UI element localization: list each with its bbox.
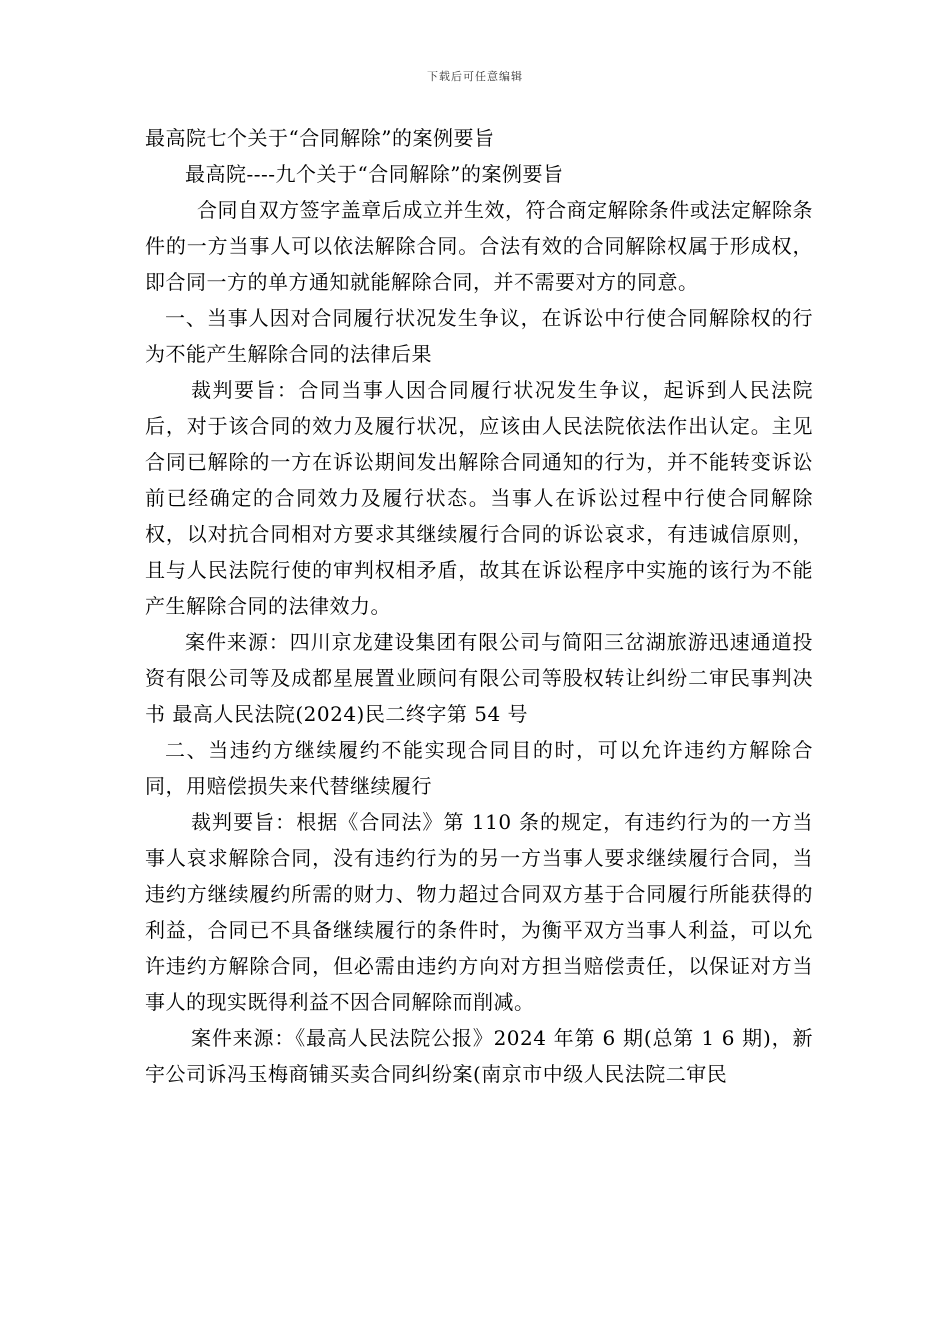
section-2-ruling: 裁判要旨：根据《合同法》第 110 条的规定，有违约行为的一方当事人哀求解除合同，没有违约行为的另一方当事人要求继续履行合同，当违约方继续履约所需的财力、物力超过合同双方基于合同履行所能获得的利益，合同已不具备继续履行的条件时，为衡平双方当事人利益，可以允许违约方解除合同，但必需由违约方向对方担当赔偿责任，以保证对方当事人的现实既得利益不因合同解除而削减。 <box>145 810 813 1014</box>
section-2-source: 案件来源：《最高人民法院公报》2024 年第 6 期(总第 1 6 期)，新宇公司诉冯玉梅商铺买卖合同纠纷案(南京市中级人民法院二审民 <box>145 1026 813 1086</box>
section-1-heading: 一、当事人因对合同履行状况发生争议，在诉讼中行使合同解除权的行为不能产生解除合同的法律后果 <box>145 306 813 366</box>
intro-paragraph: 合同自双方签字盖章后成立并生效，符合商定解除条件或法定解除条件的一方当事人可以依法解除合同。合法有效的合同解除权属于形成权，即合同一方的单方通知就能解除合同，并不需要对方的同意。 <box>145 198 813 294</box>
document-body <box>145 120 813 1092</box>
page-header: 下载后可任意编辑 <box>427 70 523 83</box>
section-1-source: 案件来源：四川京龙建设集团有限公司与简阳三岔湖旅游迅速通道投资有限公司等及成都星展置业顾问有限公司等股权转让纠纷二审民事判决书 最高人民法院(2024)民二终字第 54 号 <box>145 630 813 726</box>
section-2-heading: 二、当违约方继续履约不能实现合同目的时，可以允许违约方解除合同，用赔偿损失来代替继续履行 <box>145 738 813 798</box>
section-1-ruling: 裁判要旨：合同当事人因合同履行状况发生争议，起诉到人民法院后，对于该合同的效力及履行状况，应该由人民法院依法作出认定。主见合同已解除的一方在诉讼期间发出解除合同通知的行为，并不能转变诉讼前已经确定的合同效力及履行状态。当事人在诉讼过程中行使合同解除权，以对抗合同相对方要求其继续履行合同的诉讼哀求，有违诚信原则，且与人民法院行使的审判权相矛盾，故其在诉讼程序中实施的该行为不能产生解除合同的法律效力。 <box>145 378 813 618</box>
document-subtitle: 最高院----九个关于“合同解除”的案例要旨 <box>185 162 564 186</box>
document-title: 最高院七个关于“合同解除”的案例要旨 <box>145 126 495 150</box>
